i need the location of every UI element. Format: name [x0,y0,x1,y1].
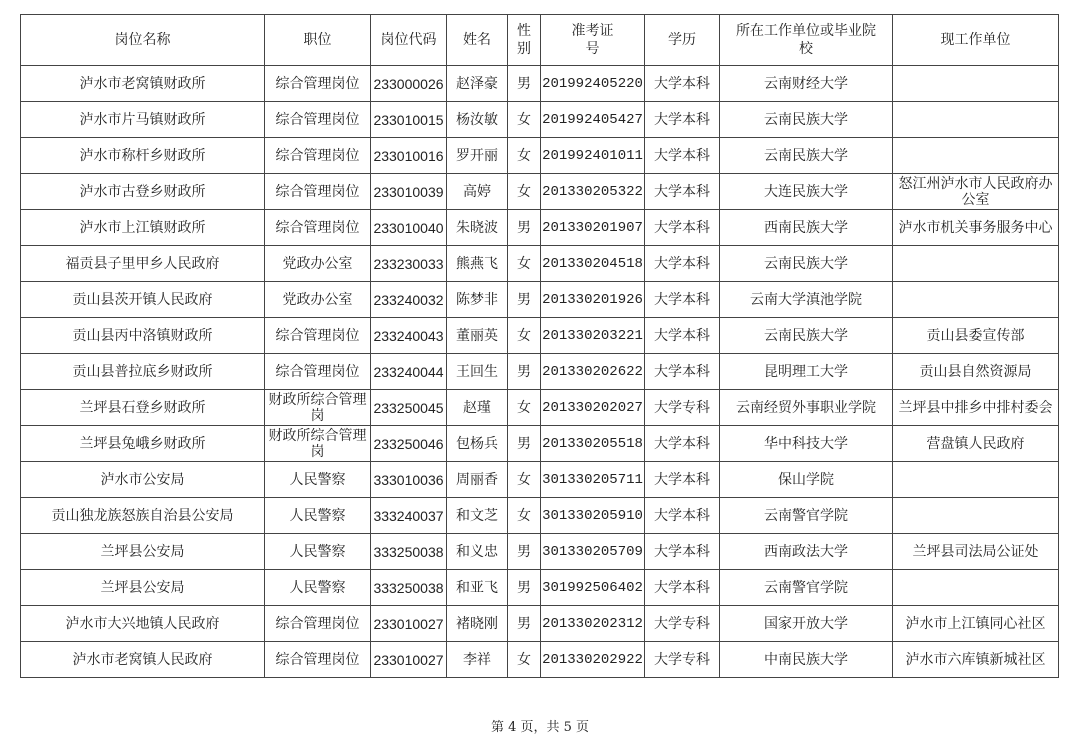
header-gender: 性别 [508,15,541,66]
cell-ticket-no: 201330201926 [541,282,645,318]
cell-school: 中南民族大学 [720,642,893,678]
cell-post-code: 333250038 [371,570,447,606]
cell-position: 综合管理岗位 [265,102,371,138]
cell-ticket-no: 201992401011 [541,138,645,174]
cell-education: 大学专科 [645,390,720,426]
cell-education: 大学本科 [645,138,720,174]
cell-current-employer [893,138,1059,174]
cell-post-name: 兰坪县公安局 [21,570,265,606]
personnel-table [20,14,1059,678]
cell-current-employer [893,462,1059,498]
cell-current-employer: 兰坪县中排乡中排村委会 [893,390,1059,426]
cell-school: 云南大学滇池学院 [720,282,893,318]
cell-education: 大学本科 [645,66,720,102]
cell-post-code: 233240043 [371,318,447,354]
cell-current-employer: 贡山县委宣传部 [893,318,1059,354]
cell-education: 大学本科 [645,318,720,354]
cell-post-name: 贡山独龙族怒族自治县公安局 [21,498,265,534]
cell-post-name: 贡山县茨开镇人民政府 [21,282,265,318]
header-name: 姓名 [447,15,508,66]
cell-post-code: 233230033 [371,246,447,282]
cell-post-code: 233000026 [371,66,447,102]
cell-name: 陈梦非 [447,282,508,318]
cell-gender: 男 [508,570,541,606]
cell-current-employer: 贡山县自然资源局 [893,354,1059,390]
cell-name: 熊燕飞 [447,246,508,282]
cell-school: 大连民族大学 [720,174,893,210]
cell-gender: 女 [508,102,541,138]
cell-current-employer: 泸水市机关事务服务中心 [893,210,1059,246]
table-row [21,318,1059,354]
cell-name: 杨汝敏 [447,102,508,138]
cell-gender: 男 [508,606,541,642]
table-row [21,210,1059,246]
cell-ticket-no: 201992405220 [541,66,645,102]
cell-current-employer [893,246,1059,282]
cell-school: 西南政法大学 [720,534,893,570]
table-row [21,498,1059,534]
cell-current-employer: 兰坪县司法局公证处 [893,534,1059,570]
cell-ticket-no: 201330205322 [541,174,645,210]
cell-position: 财政所综合管理岗 [265,390,371,426]
cell-ticket-no: 301330205711 [541,462,645,498]
cell-name: 和亚飞 [447,570,508,606]
header-post-code: 岗位代码 [371,15,447,66]
cell-position: 综合管理岗位 [265,606,371,642]
cell-name: 王回生 [447,354,508,390]
cell-education: 大学本科 [645,210,720,246]
table-row [21,570,1059,606]
cell-post-name: 泸水市称杆乡财政所 [21,138,265,174]
cell-gender: 男 [508,534,541,570]
cell-name: 高婷 [447,174,508,210]
cell-position: 党政办公室 [265,246,371,282]
cell-post-code: 233010015 [371,102,447,138]
cell-position: 人民警察 [265,462,371,498]
table-row [21,102,1059,138]
table-row [21,426,1059,462]
cell-education: 大学本科 [645,246,720,282]
cell-education: 大学专科 [645,642,720,678]
table-header-row [21,15,1059,66]
cell-post-name: 泸水市片马镇财政所 [21,102,265,138]
cell-position: 综合管理岗位 [265,210,371,246]
cell-school: 云南民族大学 [720,138,893,174]
header-education: 学历 [645,15,720,66]
cell-education: 大学本科 [645,354,720,390]
cell-position: 综合管理岗位 [265,354,371,390]
cell-education: 大学本科 [645,102,720,138]
header-position: 职位 [265,15,371,66]
table-row [21,606,1059,642]
cell-post-code: 233240032 [371,282,447,318]
table-row [21,66,1059,102]
cell-gender: 女 [508,138,541,174]
header-school: 所在工作单位或毕业院校 [720,15,893,66]
table-body [21,66,1059,678]
cell-position: 人民警察 [265,570,371,606]
cell-post-name: 泸水市老窝镇财政所 [21,66,265,102]
cell-post-name: 泸水市老窝镇人民政府 [21,642,265,678]
cell-school: 昆明理工大学 [720,354,893,390]
table-row [21,642,1059,678]
table-row [21,534,1059,570]
cell-position: 综合管理岗位 [265,642,371,678]
cell-name: 赵泽豪 [447,66,508,102]
cell-gender: 女 [508,390,541,426]
cell-post-name: 兰坪县石登乡财政所 [21,390,265,426]
cell-school: 云南民族大学 [720,102,893,138]
cell-gender: 男 [508,354,541,390]
cell-school: 云南财经大学 [720,66,893,102]
cell-education: 大学本科 [645,426,720,462]
cell-school: 华中科技大学 [720,426,893,462]
cell-position: 综合管理岗位 [265,174,371,210]
cell-current-employer [893,66,1059,102]
cell-ticket-no: 301992506402 [541,570,645,606]
cell-position: 综合管理岗位 [265,138,371,174]
header-post-name: 岗位名称 [21,15,265,66]
cell-ticket-no: 201330202312 [541,606,645,642]
cell-post-name: 兰坪县公安局 [21,534,265,570]
cell-post-name: 泸水市上江镇财政所 [21,210,265,246]
page-number: 第 4 页，共 5 页 [490,720,590,735]
cell-position: 党政办公室 [265,282,371,318]
cell-gender: 男 [508,66,541,102]
cell-post-code: 333010036 [371,462,447,498]
cell-current-employer [893,570,1059,606]
cell-gender: 女 [508,246,541,282]
cell-education: 大学本科 [645,534,720,570]
cell-ticket-no: 201330205518 [541,426,645,462]
cell-gender: 女 [508,642,541,678]
cell-name: 罗开丽 [447,138,508,174]
cell-post-code: 233250046 [371,426,447,462]
table-row [21,354,1059,390]
cell-education: 大学专科 [645,606,720,642]
cell-post-code: 233010016 [371,138,447,174]
cell-ticket-no: 201330203221 [541,318,645,354]
cell-ticket-no: 301330205910 [541,498,645,534]
cell-education: 大学本科 [645,498,720,534]
cell-position: 人民警察 [265,498,371,534]
cell-position: 综合管理岗位 [265,318,371,354]
cell-school: 西南民族大学 [720,210,893,246]
cell-name: 董丽英 [447,318,508,354]
table-row [21,174,1059,210]
cell-post-name: 泸水市古登乡财政所 [21,174,265,210]
cell-current-employer [893,102,1059,138]
cell-ticket-no: 201330202027 [541,390,645,426]
table-row [21,246,1059,282]
cell-gender: 男 [508,426,541,462]
cell-current-employer: 营盘镇人民政府 [893,426,1059,462]
cell-name: 李祥 [447,642,508,678]
cell-current-employer: 怒江州泸水市人民政府办公室 [893,174,1059,210]
cell-post-code: 233250045 [371,390,447,426]
cell-current-employer [893,282,1059,318]
cell-ticket-no: 201330204518 [541,246,645,282]
table-row [21,462,1059,498]
cell-name: 和义忠 [447,534,508,570]
cell-post-code: 233010027 [371,642,447,678]
cell-post-code: 233010027 [371,606,447,642]
cell-post-name: 福贡县子里甲乡人民政府 [21,246,265,282]
cell-ticket-no: 301330205709 [541,534,645,570]
cell-current-employer: 泸水市六库镇新城社区 [893,642,1059,678]
table-row [21,282,1059,318]
cell-name: 褚晓刚 [447,606,508,642]
cell-name: 朱晓波 [447,210,508,246]
cell-position: 综合管理岗位 [265,66,371,102]
cell-education: 大学本科 [645,282,720,318]
cell-school: 云南民族大学 [720,246,893,282]
cell-name: 周丽香 [447,462,508,498]
cell-education: 大学本科 [645,570,720,606]
cell-gender: 女 [508,462,541,498]
cell-post-code: 333240037 [371,498,447,534]
cell-position: 人民警察 [265,534,371,570]
cell-school: 云南民族大学 [720,318,893,354]
header-current-employer: 现工作单位 [893,15,1059,66]
cell-post-name: 贡山县丙中洛镇财政所 [21,318,265,354]
cell-gender: 女 [508,174,541,210]
cell-gender: 男 [508,282,541,318]
cell-school: 云南经贸外事职业学院 [720,390,893,426]
cell-ticket-no: 201330201907 [541,210,645,246]
cell-ticket-no: 201330202922 [541,642,645,678]
cell-position: 财政所综合管理岗 [265,426,371,462]
cell-post-code: 333250038 [371,534,447,570]
cell-ticket-no: 201330202622 [541,354,645,390]
table-row [21,138,1059,174]
cell-education: 大学本科 [645,174,720,210]
table-row [21,390,1059,426]
cell-gender: 女 [508,498,541,534]
cell-post-name: 泸水市大兴地镇人民政府 [21,606,265,642]
cell-post-name: 泸水市公安局 [21,462,265,498]
cell-name: 包杨兵 [447,426,508,462]
cell-education: 大学本科 [645,462,720,498]
cell-post-name: 贡山县普拉底乡财政所 [21,354,265,390]
cell-name: 和文芝 [447,498,508,534]
cell-gender: 男 [508,210,541,246]
cell-post-code: 233240044 [371,354,447,390]
cell-post-code: 233010039 [371,174,447,210]
cell-post-code: 233010040 [371,210,447,246]
cell-school: 保山学院 [720,462,893,498]
cell-gender: 女 [508,318,541,354]
cell-current-employer [893,498,1059,534]
cell-school: 云南警官学院 [720,570,893,606]
header-ticket-no: 准考证号 [541,15,645,66]
cell-current-employer: 泸水市上江镇同心社区 [893,606,1059,642]
cell-ticket-no: 201992405427 [541,102,645,138]
cell-name: 赵瑾 [447,390,508,426]
cell-school: 国家开放大学 [720,606,893,642]
cell-post-name: 兰坪县兔峨乡财政所 [21,426,265,462]
cell-school: 云南警官学院 [720,498,893,534]
